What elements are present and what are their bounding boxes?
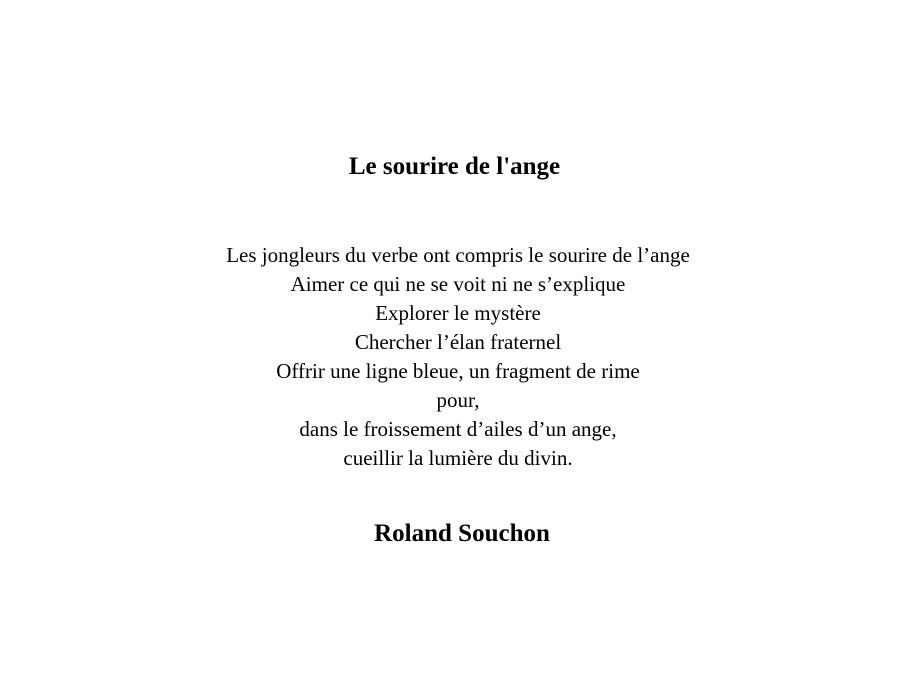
poem-line: Explorer le mystère (375, 301, 541, 325)
poem-line: Les jongleurs du verbe ont compris le sourire de l’ange (226, 243, 690, 267)
poem-author: Roland Souchon (374, 520, 550, 547)
poem-line: Aimer ce qui ne se voit ni ne s’explique (290, 272, 626, 296)
poem-line: Offrir une ligne bleue, un fragment de rime (276, 359, 640, 383)
poem-body (0, 241, 909, 473)
poem-line: pour, (436, 388, 480, 412)
poem-line: dans le froissement d’ailes d’un ange, (299, 417, 617, 441)
poem-title: Le sourire de l'ange (348, 153, 561, 180)
poem-line: cueillir la lumière du divin. (343, 446, 573, 470)
poem-line: Chercher l’élan fraternel (354, 330, 562, 354)
